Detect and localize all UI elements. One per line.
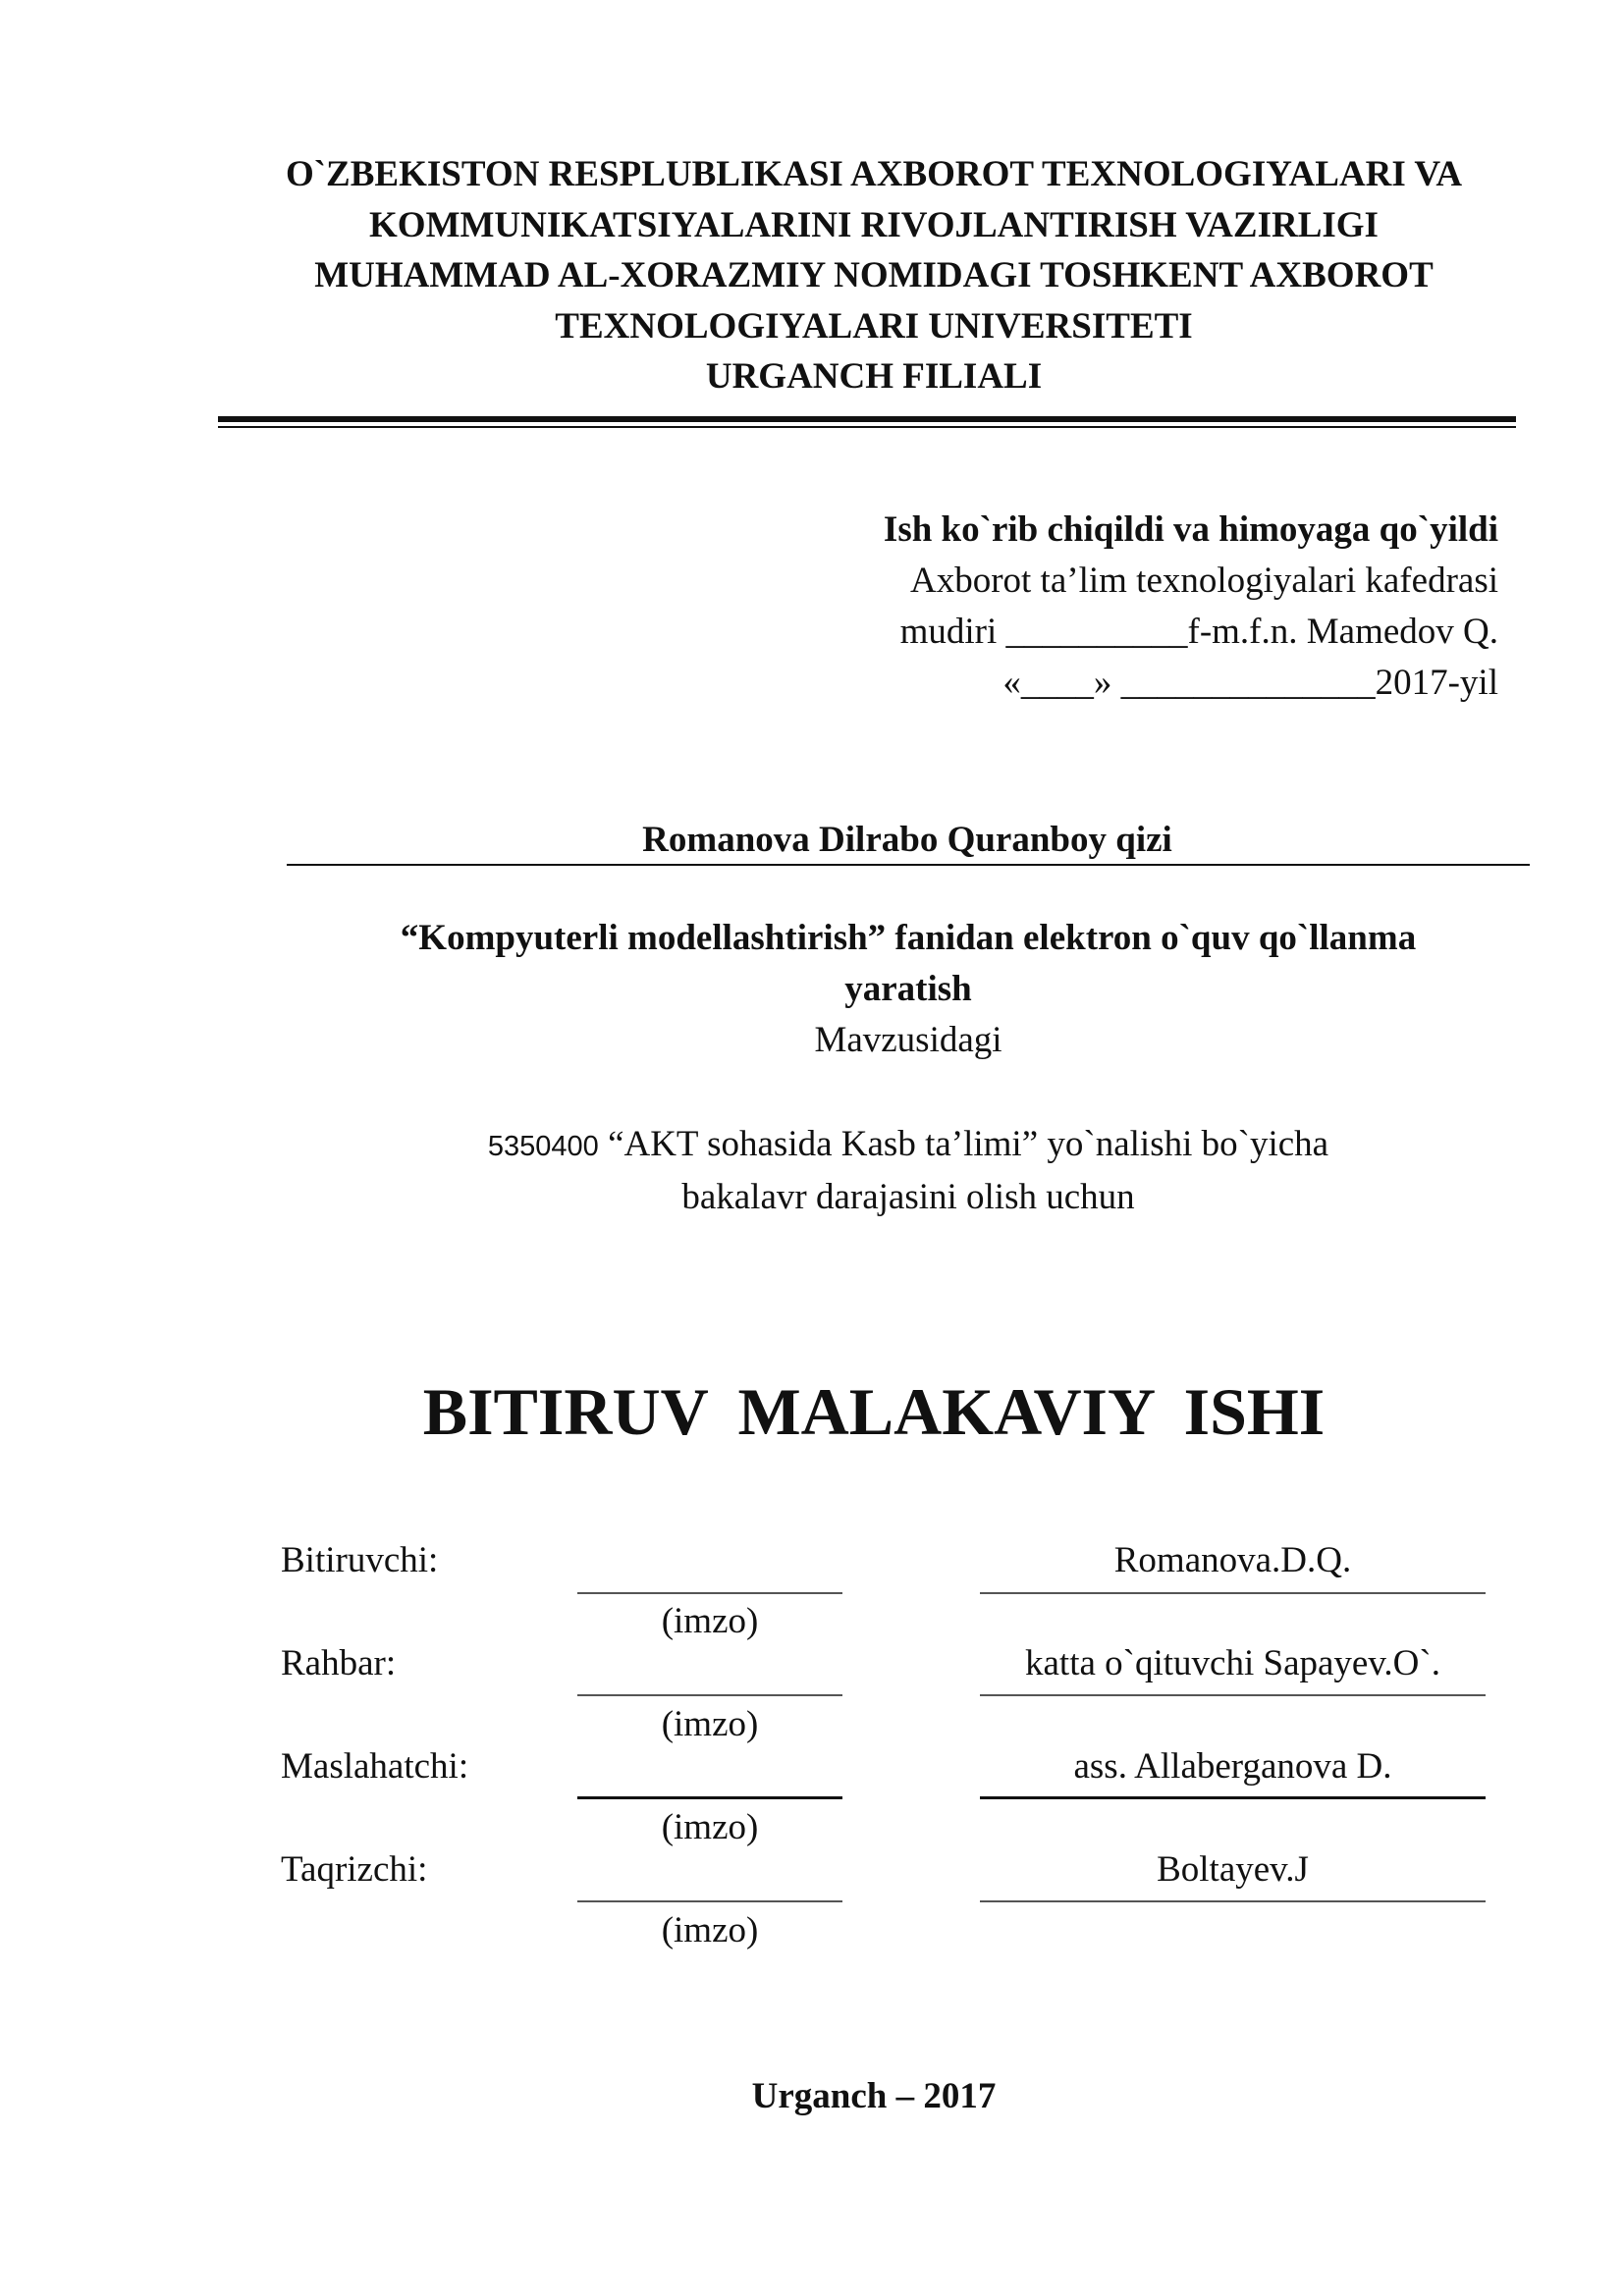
signature-caption: (imzo) (661, 1601, 759, 1641)
signature-caption: (imzo) (661, 1704, 759, 1744)
signature-caption: (imzo) (661, 1910, 759, 1950)
header-line: O`ZBEKISTON RESPLUBLIKASI AXBOROT TEXNOLOGIYALARI VA (285, 154, 1463, 194)
name-line (980, 1694, 1486, 1696)
signature-role: Maslahatchi: (281, 1746, 469, 1787)
signature-line (577, 1592, 842, 1594)
header-line: TEXNOLOGIYALARI UNIVERSITETI (555, 305, 1193, 347)
topic-title-line: yaratish (844, 969, 972, 1009)
signature-line (577, 1796, 842, 1799)
approval-block (884, 505, 1498, 709)
signature-line (577, 1900, 842, 1902)
signature-name: Romanova.D.Q. (1113, 1540, 1352, 1580)
signature-role: Rahbar: (281, 1643, 397, 1683)
header-line: KOMMUNIKATSIYALARINI RIVOJLANTIRISH VAZIRLIGI (369, 204, 1379, 245)
signature-name: katta o`qituvchi Sapayev.O`. (1025, 1643, 1440, 1683)
student-name: Romanova Dilrabo Quranboy qizi (642, 820, 1172, 860)
approval-date: «____» ______________2017-yil (1002, 663, 1498, 703)
signature-role: Taqrizchi: (281, 1849, 428, 1890)
degree-line-2: bakalavr darajasini olish uchun (681, 1177, 1135, 1217)
ministry-header (196, 149, 1551, 402)
signature-role: Bitiruvchi: (281, 1540, 439, 1580)
city-year: Urganch – 2017 (751, 2076, 997, 2116)
signature-name: ass. Allaberganova D. (1073, 1746, 1392, 1787)
name-line (980, 1796, 1486, 1799)
thesis-topic (353, 913, 1463, 1066)
signature-line (577, 1694, 842, 1696)
approval-department: Axborot ta’lim texnologiyalari kafedrasi (909, 561, 1498, 601)
student-name-underline (287, 864, 1530, 866)
specialty-name: “AKT sohasida Kasb ta’limi” yo`nalishi bo`yicha (598, 1124, 1329, 1164)
approval-title: Ish ko`rib chiqildi va himoyaga qo`yildi (883, 509, 1498, 550)
signature-name: Boltayev.J (1157, 1849, 1309, 1890)
header-divider-thick (218, 416, 1516, 422)
header-line: MUHAMMAD AL-XORAZMIY NOMIDAGI TOSHKENT AXBOROT (314, 255, 1434, 295)
approval-head: mudiri __________f-m.f.n. Mamedov Q. (899, 612, 1498, 652)
degree-line-1 (393, 1119, 1424, 1172)
name-line (980, 1900, 1486, 1902)
name-line (980, 1592, 1486, 1594)
degree-statement (393, 1119, 1424, 1222)
topic-title-line: “Kompyuterli modellashtirish” fanidan elektron o`quv qo`llanma (400, 918, 1417, 958)
specialty-code: 5350400 (487, 1131, 599, 1162)
header-divider-thin (218, 426, 1516, 428)
topic-subtitle: Mavzusidagi (814, 1020, 1002, 1060)
header-line: URGANCH FILIALI (705, 356, 1043, 397)
signature-caption: (imzo) (661, 1807, 759, 1847)
document-title: BITIRUV MALAKAVIY ISHI (422, 1374, 1326, 1449)
